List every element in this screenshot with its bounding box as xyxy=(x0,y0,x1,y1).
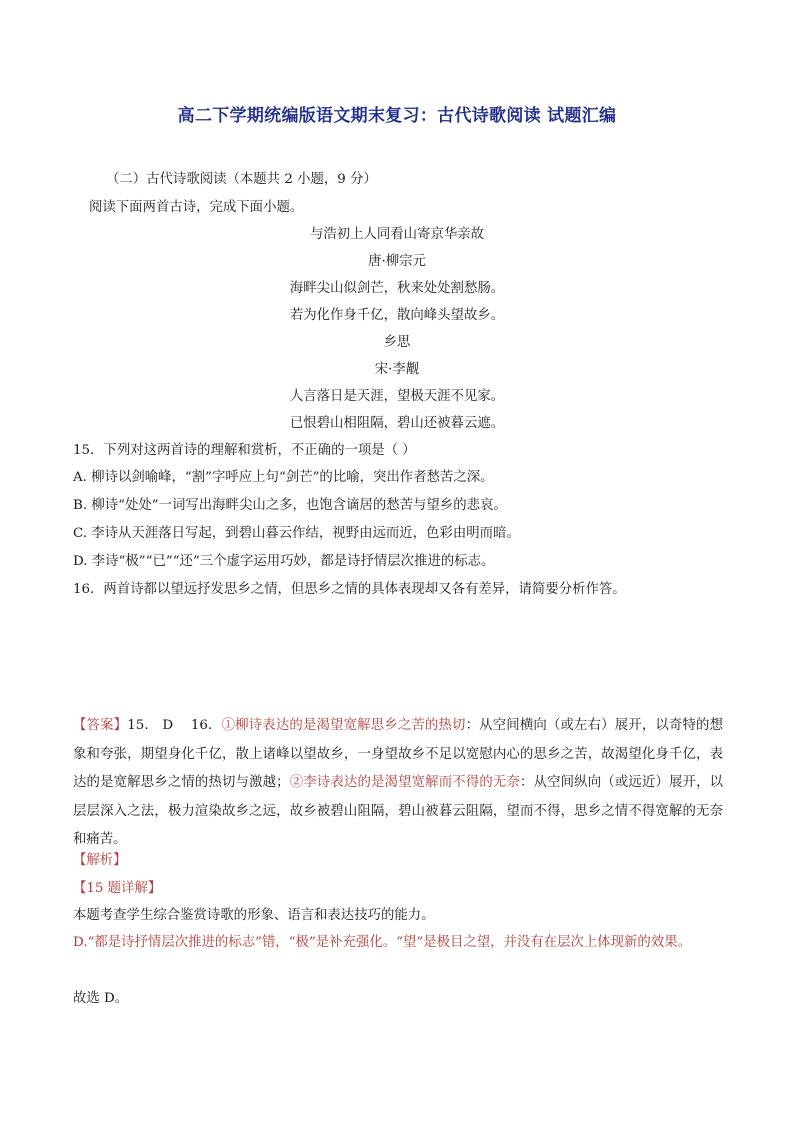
answer-15: 15． D xyxy=(127,718,174,733)
option-a: A. 柳诗以剑喻峰，“割”字呼应上句“剑芒”的比喻，突出作者愁苦之深。 xyxy=(73,470,494,485)
analysis-label: 【解析】 xyxy=(73,853,127,868)
analysis-q15-label: 【15 题详解】 xyxy=(73,881,162,896)
answer-16-text-2: ：从空间纵向（或远近）展开，以层层深入之法，极力渲染故乡之远，故乡被碧山阻隔，碧山被暮云阻隔，望而不得，思乡之情不得宽解的无奈和痛苦。 xyxy=(73,775,724,847)
analysis-q15-detail: D.“都是诗抒情层次推进的标志”错，“极”是补充强化。“望”是极目之望，并没有在层次上体现新的效果。 xyxy=(73,935,691,950)
answer-block xyxy=(73,712,723,855)
answer-16-point-1: ①柳诗表达的是渴望宽解思乡之苦的热切 xyxy=(221,718,466,733)
option-d: D. 李诗“极”“已”“还”三个虚字运用巧妙，都是诗抒情层次推进的标志。 xyxy=(73,554,495,569)
question-15-stem: 15．下列对这两首诗的理解和赏析，不正确的一项是（ ） xyxy=(73,443,416,458)
answer-16-number: 16． xyxy=(190,718,222,733)
answer-16-point-2: ②李诗表达的是渴望宽解而不得的无奈 xyxy=(289,775,520,790)
poem1-author: 唐·柳宗元 xyxy=(368,254,426,269)
poem1-line: 若为化作身千亿，散向峰头望故乡。 xyxy=(289,308,505,323)
page-title: 高二下学期统编版语文期末复习：古代诗歌阅读 试题汇编 xyxy=(177,106,617,126)
poem2-author: 宋·李觏 xyxy=(374,362,420,377)
answer-16-text-1: ：从空间横向（或左右）展开，以奇特的想象和夸张，期望身化千亿，散上诸峰以望故乡，一身望故乡不足以宽慰内心的思乡之苦，故渴望化身千亿，表达的是宽解思乡之情的热切与激越； xyxy=(73,718,723,790)
poem2-title: 乡思 xyxy=(383,335,411,350)
analysis-q15-intro: 本题考查学生综合鉴赏诗歌的形象、语言和表达技巧的能力。 xyxy=(73,908,435,923)
option-c: C. 李诗从天涯落日写起，到碧山暮云作结，视野由远而近，色彩由明而暗。 xyxy=(73,526,520,541)
analysis-q15-conclusion: 故选 D。 xyxy=(73,991,129,1006)
question-16-stem: 16．两首诗都以望远抒发思乡之情，但思乡之情的具体表现却又各有差异，请简要分析作答。 xyxy=(73,582,626,597)
option-b: B. 柳诗“处处”一词写出海畔尖山之多，也饱含谪居的愁苦与望乡的悲哀。 xyxy=(73,498,507,513)
section-heading: （二）古代诗歌阅读（本题共 2 小题，9 分） xyxy=(106,172,377,187)
poem1-title: 与浩初上人同看山寄京华亲故 xyxy=(309,227,485,242)
poem2-line: 已恨碧山相阻隔，碧山还被暮云遮。 xyxy=(289,416,505,431)
instruction: 阅读下面两首古诗，完成下面小题。 xyxy=(89,200,304,215)
poem1-line: 海畔尖山似剑芒，秋来处处割愁肠。 xyxy=(289,281,505,296)
poem2-line: 人言落日是天涯，望极天涯不见家。 xyxy=(289,389,505,404)
answer-label: 【答案】 xyxy=(73,718,128,733)
